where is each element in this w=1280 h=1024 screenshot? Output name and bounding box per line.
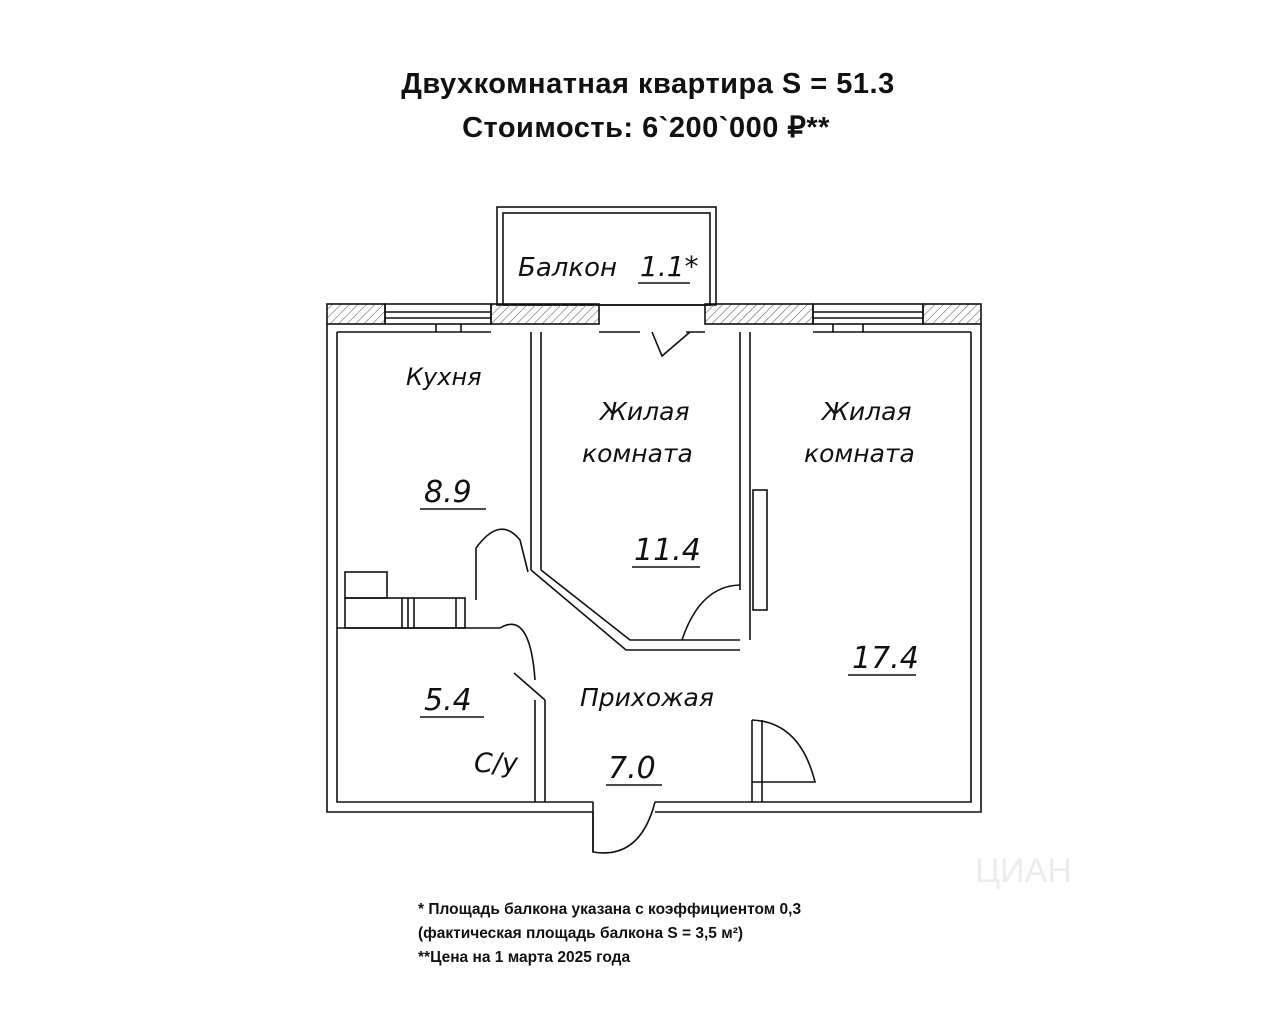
- top-wall: [327, 304, 981, 332]
- living2-label-line1: Жилая: [822, 397, 912, 426]
- living1-label-line2: комната: [582, 439, 693, 468]
- footnote-price-date: **Цена на 1 марта 2025 года: [418, 949, 631, 966]
- kitchen-label: Кухня: [406, 363, 482, 391]
- bathroom-area: 5.4: [424, 683, 472, 718]
- living1-label-line1: Жилая: [600, 397, 690, 426]
- plan-title: Двухкомнатная квартира S = 51.3: [401, 68, 895, 100]
- interior-walls: [337, 332, 767, 802]
- watermark: ЦИАН: [975, 852, 1072, 890]
- hallway-area: 7.0: [608, 751, 656, 786]
- footnote-actual-area: (фактическая площадь балкона S = 3,5 м²): [418, 925, 744, 942]
- balcony-label: Балкон: [518, 253, 617, 283]
- kitchen-area: 8.9: [424, 475, 472, 510]
- living1-area: 11.4: [634, 533, 701, 568]
- footnotes: [418, 898, 801, 970]
- bathroom-label: С/у: [474, 748, 518, 779]
- footnote-balcony-coefficient: * Площадь балкона указана с коэффициентом 0,3: [418, 901, 802, 918]
- hallway-label: Прихожая: [580, 683, 714, 712]
- balcony-area: 1.1*: [640, 250, 699, 283]
- living2-area: 17.4: [852, 641, 919, 676]
- price-line: Стоимость: 6`200`000 ₽**: [462, 112, 830, 144]
- living2-label-line2: комната: [804, 439, 915, 468]
